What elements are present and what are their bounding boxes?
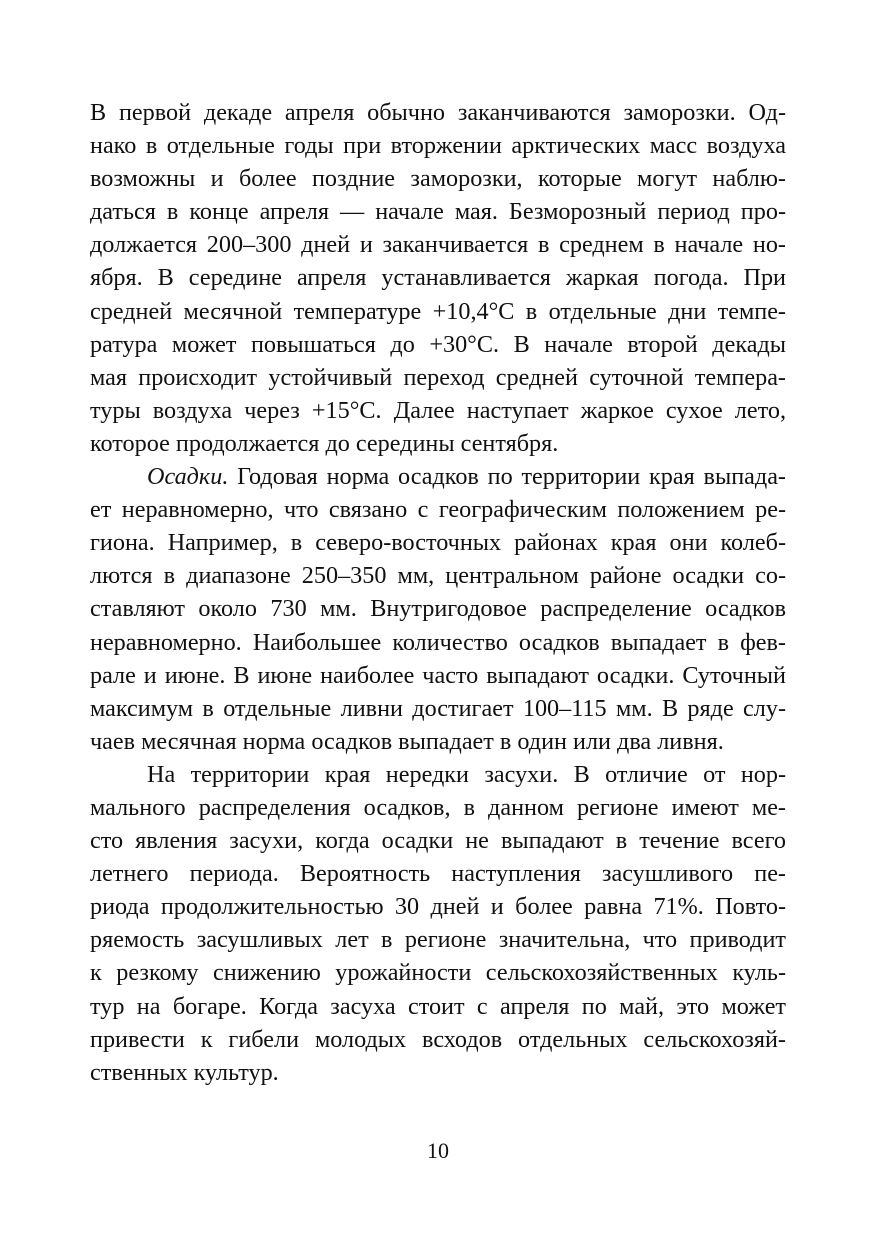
text-line: возможны и более поздние заморозки, которые могут наблю-: [90, 165, 786, 193]
text-line: риода продолжительностью 30 дней и более равна 71%. Повто-: [90, 893, 786, 921]
text-line: мального распределения осадков, в данном регионе имеют ме-: [90, 793, 786, 821]
page-number: 10: [427, 1138, 449, 1163]
text-line: мая происходит устойчивый переход средней суточной темпера-: [90, 363, 786, 391]
text-line: чаев месячная норма осадков выпадает в один или два ливня.: [90, 727, 724, 755]
text-line: которое продолжается до середины сентября.: [90, 429, 559, 457]
text-line: гиона. Например, в северо-восточных районах края они колеб-: [90, 529, 786, 557]
text-line: летнего периода. Вероятность наступления засушливого пе-: [90, 860, 786, 888]
text-line: ставляют около 730 мм. Внутригодовое распределение осадков: [90, 595, 786, 623]
text-line: нако в отдельные годы при вторжении арктических масс воздуха: [90, 132, 786, 160]
text-line: ет неравномерно, что связано с географическим положением ре-: [90, 496, 786, 524]
text-line: В первой декаде апреля обычно заканчиваются заморозки. Од-: [90, 99, 786, 126]
text-line: неравномерно. Наибольшее количество осадков выпадает в фев-: [90, 628, 786, 656]
text-line: должается 200–300 дней и заканчивается в среднем в начале но-: [90, 231, 786, 259]
text-line-first: [90, 460, 786, 493]
text-line: привести к гибели молодых всходов отдельных сельскохозяй-: [90, 1025, 786, 1053]
paragraph-droughts: [90, 758, 786, 1089]
text-line: рале и июне. В июне наиболее часто выпадают осадки. Суточный: [90, 661, 786, 689]
text-line-first: На территории края нередки засухи. В отличие от нор-: [147, 760, 786, 788]
text-line: ряемость засушливых лет в регионе значительна, что приводит: [90, 926, 786, 954]
paragraph-spring-frosts: [90, 96, 786, 460]
text-line: даться в конце апреля — начале мая. Безморозный период про-: [90, 198, 786, 226]
paragraph-precipitation: [90, 460, 786, 758]
document-page: [90, 96, 786, 1089]
text-line: к резкому снижению урожайности сельскохозяйственных куль-: [90, 959, 786, 987]
text-line: сто явления засухи, когда осадки не выпадают в течение всего: [90, 827, 786, 855]
text-line: туры воздуха через +15°С. Далее наступает жаркое сухое лето,: [90, 396, 786, 424]
text-line: лются в диапазоне 250–350 мм, центральном районе осадки со-: [90, 562, 786, 590]
section-runin-heading: Осадки.: [147, 463, 229, 491]
text-line: тур на богаре. Когда засуха стоит с апреля по май, это может: [90, 992, 786, 1020]
text-line: максимум в отдельные ливни достигает 100–115 мм. В ряде слу-: [90, 694, 786, 722]
text-line: ственных культур.: [90, 1058, 279, 1086]
text-line-rest: Годовая норма осадков по территории края выпада-: [228, 463, 786, 491]
text-line: средней месячной температуре +10,4°С в отдельные дни темпе-: [90, 297, 786, 325]
text-line: ября. В середине апреля устанавливается жаркая погода. При: [90, 264, 786, 292]
text-line: ратура может повышаться до +30°С. В начале второй декады: [90, 330, 786, 358]
